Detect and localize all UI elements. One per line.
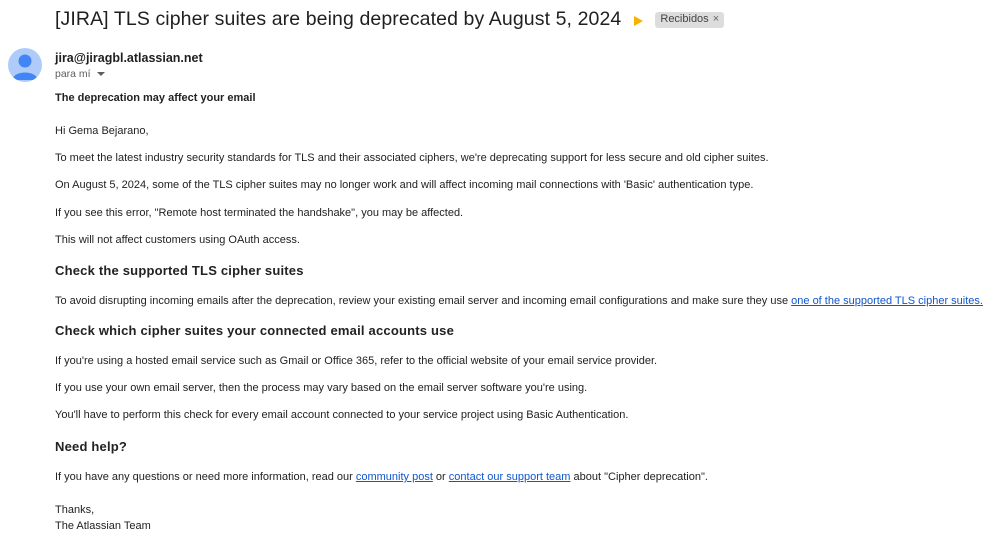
recipient-details-toggle[interactable] [55, 68, 105, 80]
greeting: Hi Gema Bejarano, [55, 125, 149, 137]
paragraph-6: If you're using a hosted email service such as Gmail or Office 365, refer to the official website of your email service provider. [55, 355, 658, 367]
paragraph-9-after: about "Cipher deprecation". [570, 471, 708, 483]
inbox-label-chip [655, 12, 724, 28]
recipient-label: para mí [55, 68, 91, 80]
paragraph-9-mid: or [432, 471, 449, 483]
paragraph-1: To meet the latest industry security standards for TLS and their associated ciphers, we're deprecating support for less secure and old cipher suites. [55, 152, 769, 164]
community-post-link[interactable]: community post [355, 471, 433, 483]
chevron-down-icon [97, 72, 105, 76]
sender-avatar[interactable] [8, 48, 42, 82]
paragraph-8: You'll have to perform this check for every email account connected to your service project using Basic Authentication. [55, 409, 629, 421]
paragraph-2: On August 5, 2024, some of the TLS cipher suites may no longer work and will affect incoming mail connections with 'Basic' authentication type. [55, 179, 754, 191]
email-subject: [JIRA] TLS cipher suites are being deprecated by August 5, 2024 [55, 8, 622, 30]
paragraph-5 [55, 295, 983, 307]
signoff: Thanks, [55, 504, 95, 516]
paragraph-3: If you see this error, "Remote host terminated the handshake", you may be affected. [55, 207, 464, 219]
signature: The Atlassian Team [55, 520, 151, 532]
heading-supported-suites: Check the supported TLS cipher suites [55, 263, 304, 278]
contact-support-link[interactable]: contact our support team [448, 471, 571, 483]
person-icon [8, 48, 42, 82]
lead-line: The deprecation may affect your email [55, 92, 256, 104]
supported-cipher-suites-link[interactable]: one of the supported TLS cipher suites. [791, 295, 983, 307]
heading-check-accounts: Check which cipher suites your connected email accounts use [55, 323, 455, 338]
paragraph-9 [55, 471, 708, 483]
paragraph-9-before: If you have any questions or need more information, read our [55, 471, 356, 483]
subject-row [55, 8, 724, 31]
paragraph-7: If you use your own email server, then the process may vary based on the email server software you're using. [55, 382, 588, 394]
heading-need-help: Need help? [55, 439, 128, 454]
remove-label-icon[interactable]: × [712, 12, 720, 25]
paragraph-4: This will not affect customers using OAuth access. [55, 234, 300, 246]
importance-marker-icon[interactable] [634, 16, 643, 26]
inbox-label-text: Recibidos [660, 12, 709, 25]
paragraph-5-text: To avoid disrupting incoming emails after the deprecation, review your existing email server and incoming email configurations and make sure they use [55, 295, 792, 307]
sender-address[interactable]: jira@jiragbl.atlassian.net [55, 51, 203, 65]
